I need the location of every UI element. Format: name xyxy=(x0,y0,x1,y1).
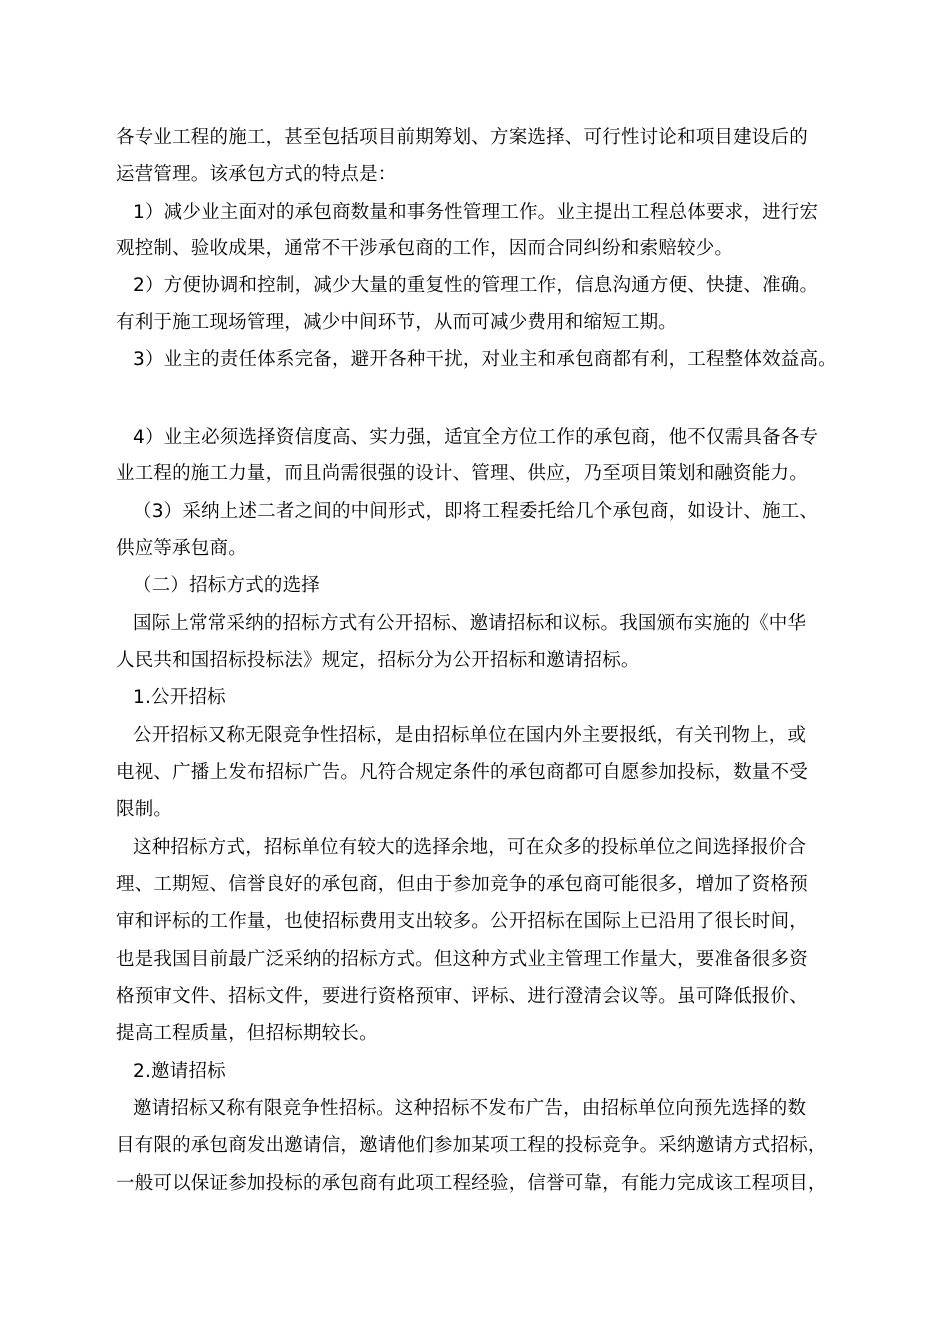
text-line: 各专业工程的施工，甚至包括项目前期筹划、方案选择、可行性讨论和项目建设后的 xyxy=(116,127,808,148)
text-line: 业工程的施工力量，而且尚需很强的设计、管理、供应，乃至项目策划和融资能力。 xyxy=(116,463,808,484)
text-line: 运营管理。该承包方式的特点是： xyxy=(116,164,397,185)
text-line: 限制。 xyxy=(116,799,173,820)
subsection-heading: 2.邀请招标 xyxy=(133,1061,226,1082)
text-line: 电视、广播上发布招标广告。凡符合规定条件的承包商都可自愿参加投标，数量不受 xyxy=(116,762,808,783)
text-line: 格预审文件、招标文件，要进行资格预审、评标、进行澄清会议等。虽可降低报价、 xyxy=(116,986,808,1007)
text-line: 理、工期短、信誉良好的承包商，但由于参加竞争的承包商可能很多，增加了资格预 xyxy=(116,874,808,895)
text-line: 一般可以保证参加投标的承包商有此项工程经验，信誉可靠，有能力完成该工程项目， xyxy=(116,1173,827,1194)
text-line: 观控制、验收成果，通常不干涉承包商的工作，因而合同纠纷和索赔较少。 xyxy=(116,238,734,259)
list-item-4: 4）业主必须选择资信度高、实力强，适宜全方位工作的承包商，他不仅需具备各专 xyxy=(133,427,819,448)
text-line: 审和评标的工作量，也使招标费用支出较多。公开招标在国际上已沿用了很长时间， xyxy=(116,911,808,932)
text-line: 这种招标方式，招标单位有较大的选择余地，可在众多的投标单位之间选择报价合 xyxy=(133,837,807,858)
list-item-3-paren: （3）采纳上述二者之间的中间形式，即将工程委托给几个承包商，如设计、施工、 xyxy=(133,501,819,522)
list-item-2: 2）方便协调和控制，减少大量的重复性的管理工作，信息沟通方便、快捷、准确。 xyxy=(133,275,819,296)
text-line: 目有限的承包商发出邀请信，邀请他们参加某项工程的投标竞争。采纳邀请方式招标， xyxy=(116,1135,827,1156)
subsection-heading: 1.公开招标 xyxy=(133,687,226,708)
text-line: 人民共和国招标投标法》规定，招标分为公开招标和邀请招标。 xyxy=(116,650,640,671)
text-line: 也是我国目前最广泛采纳的招标方式。但这种方式业主管理工作量大，要准备很多资 xyxy=(116,949,808,970)
text-line: 有利于施工现场管理，减少中间环节，从而可减少费用和缩短工期。 xyxy=(116,312,678,333)
text-line: 提高工程质量，但招标期较长。 xyxy=(116,1023,378,1044)
section-heading: （二）招标方式的选择 xyxy=(133,575,321,596)
list-item-1: 1）减少业主面对的承包商数量和事务性管理工作。业主提出工程总体要求，进行宏 xyxy=(133,202,819,223)
text-line: 供应等承包商。 xyxy=(116,538,247,559)
text-line: 国际上常常采纳的招标方式有公开招标、邀请招标和议标。我国颁布实施的《中华 xyxy=(133,613,807,634)
list-item-3: 3）业主的责任体系完备，避开各种干扰，对业主和承包商都有利，工程整体效益高。 xyxy=(133,349,837,370)
text-line: 邀请招标又称有限竞争性招标。这种招标不发布广告，由招标单位向预先选择的数 xyxy=(133,1098,807,1119)
text-line: 公开招标又称无限竞争性招标，是由招标单位在国内外主要报纸，有关刊物上，或 xyxy=(133,725,807,746)
